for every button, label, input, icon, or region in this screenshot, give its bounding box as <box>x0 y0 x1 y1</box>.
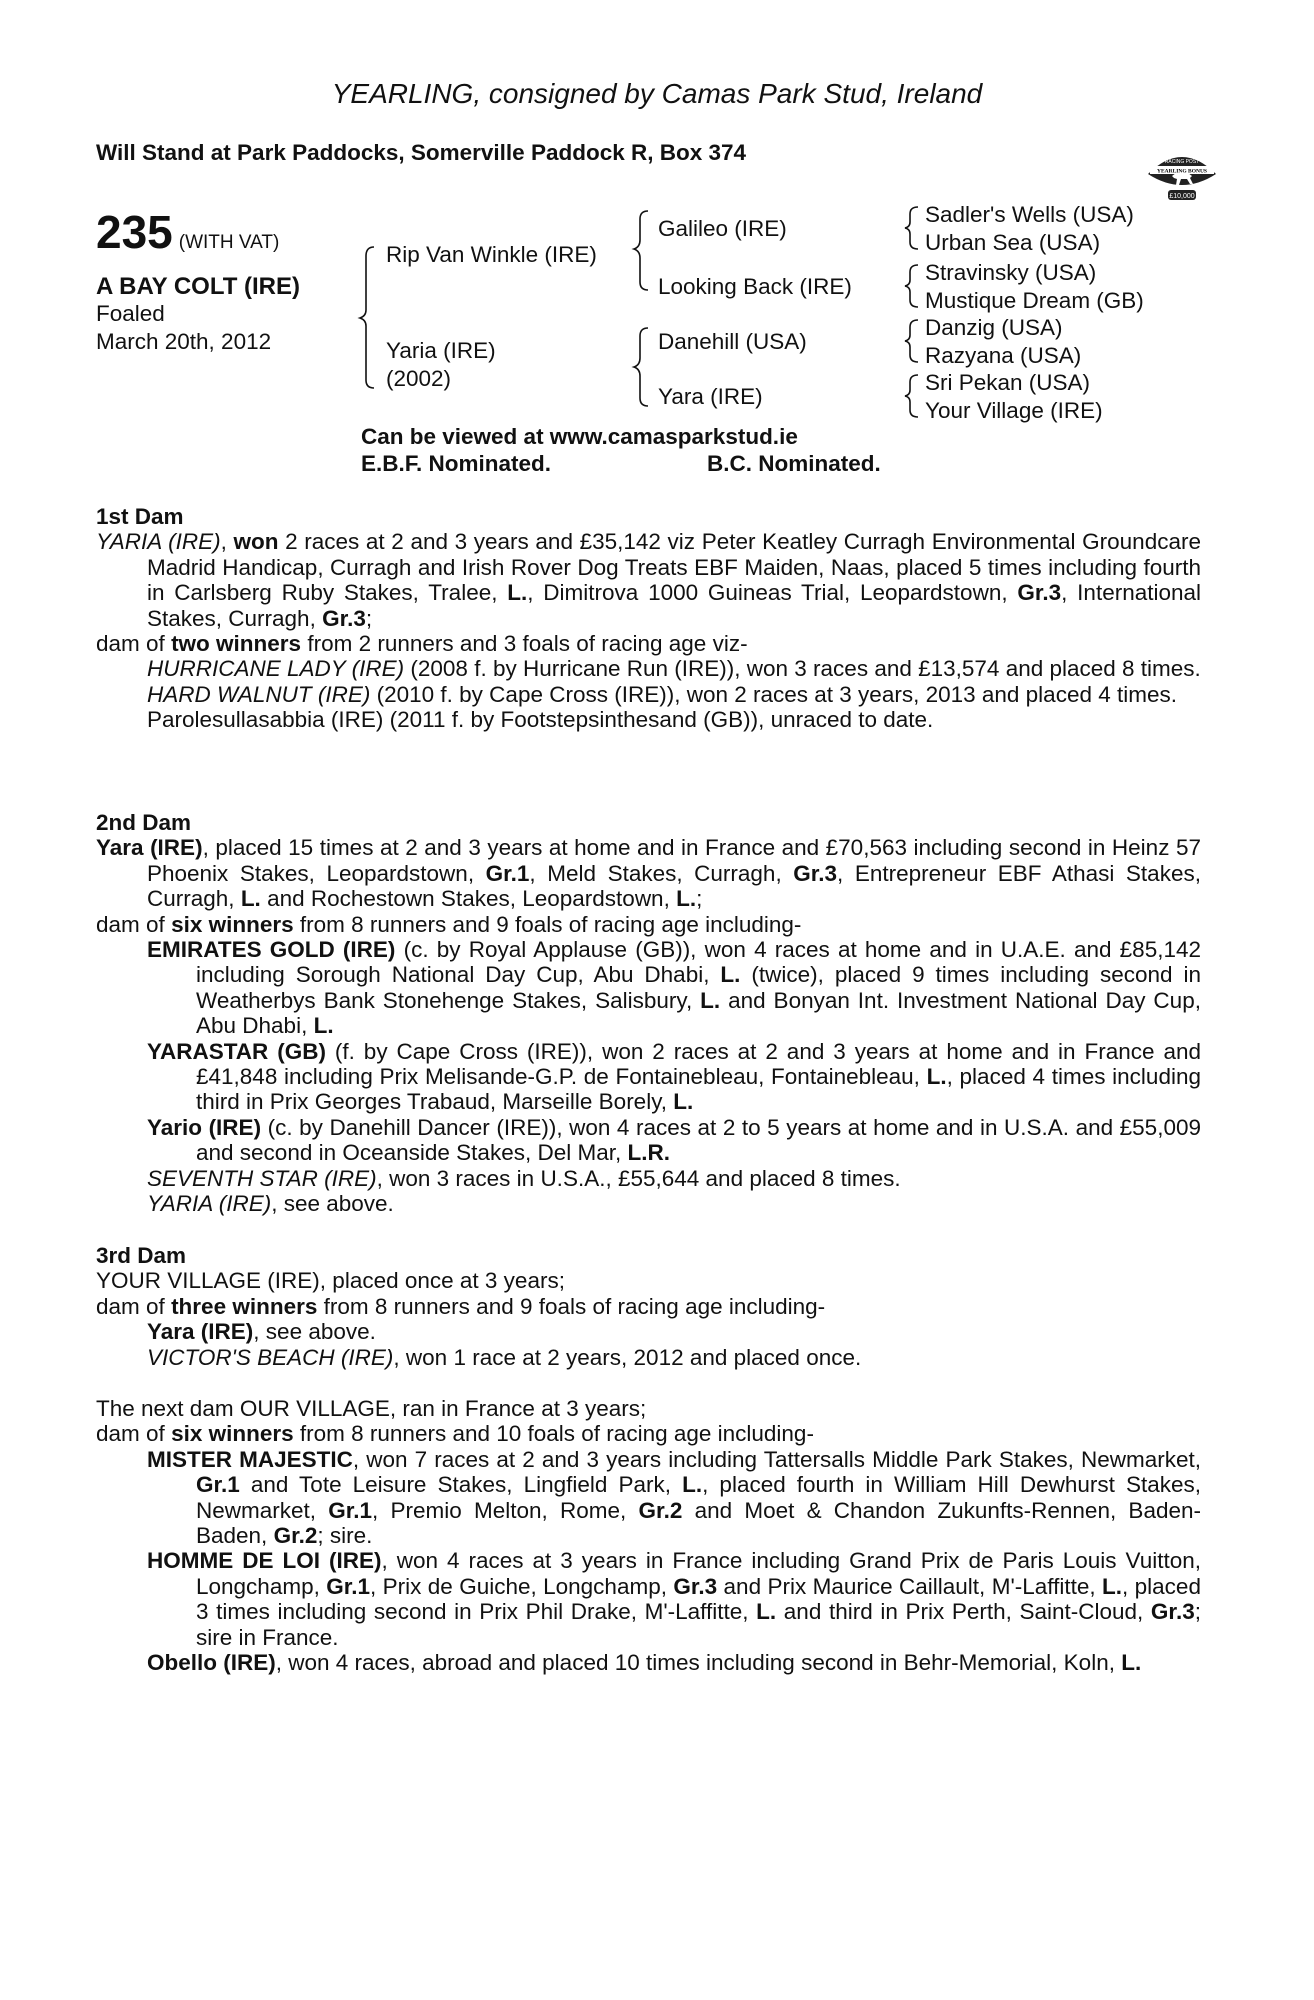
badge-top-text: RACING POST <box>1164 159 1200 165</box>
produce-item <box>96 937 1201 1039</box>
produce-text: (c. by Danehill Dancer (IRE)), won 4 races at 2 to 5 years at home and in U.S.A. and £55,009 and second in Oceanside Stakes, Del Mar, <box>196 1114 1201 1166</box>
pedigree-g4-1: Sadler's Wells (USA) <box>925 202 1134 227</box>
group-mark: Gr.3 <box>1017 580 1062 606</box>
produce-text: ; sire. <box>317 1523 373 1549</box>
second-dam-text: ; <box>696 886 703 912</box>
group-mark: Gr.3 <box>322 605 366 631</box>
produce-item <box>96 707 1201 732</box>
second-dam-text: , Meld Stakes, Curragh, <box>529 860 782 886</box>
produce-name: Yara (IRE) <box>147 1319 254 1345</box>
ebf-nominated: E.B.F. Nominated. <box>361 451 552 476</box>
runners-text: from 8 runners and 9 foals of racing age including- <box>299 911 802 937</box>
first-dam-produce-summary <box>96 631 1201 656</box>
first-dam-section <box>96 504 1201 733</box>
group-mark: Gr.3 <box>673 1573 718 1599</box>
produce-text: , see above. <box>253 1319 376 1345</box>
produce-text: (c. by Royal Applause (GB)), won 4 races at home and in U.A.E. and £85,142 including Sorough National Day Cup, Abu Dhabi, <box>196 937 1201 988</box>
listed-mark: L. <box>1102 1573 1123 1599</box>
produce-text: and Bonyan Int. Investment National Day Cup, Abu Dhabi, <box>196 987 1201 1039</box>
group-mark: Gr.1 <box>196 1472 240 1498</box>
pedigree-g4-7: Sri Pekan (USA) <box>925 370 1091 395</box>
pedigree-dam: Yaria (IRE) <box>386 338 496 363</box>
group-mark: Gr.3 <box>1150 1599 1195 1625</box>
runners-text: from 8 runners and 10 foals of racing age including- <box>299 1421 814 1447</box>
produce-name: Parolesullasabbia (IRE) <box>147 707 384 733</box>
pedigree-dam-year: (2002) <box>386 366 452 391</box>
produce-name: Yario (IRE) <box>147 1114 262 1140</box>
badge-mid-text: YEARLING BONUS <box>1157 168 1207 175</box>
produce-text: , Premio Melton, Rome, <box>372 1497 627 1523</box>
second-dam-produce-summary <box>96 912 1201 937</box>
produce-text: ; sire in France. <box>196 1599 1201 1650</box>
pedigree-g4-8: Your Village (IRE) <box>925 398 1103 423</box>
second-dam-record <box>96 835 1201 911</box>
third-dam-section <box>96 1243 1201 1370</box>
runners-text: from 8 runners and 9 foals of racing age including- <box>323 1293 826 1319</box>
group-mark: Gr.2 <box>273 1523 318 1549</box>
produce-name: Obello (IRE) <box>147 1650 276 1676</box>
pedigree-g4-4: Mustique Dream (GB) <box>925 288 1144 313</box>
first-dam-record: YARIA (IRE), won 2 races at 2 and 3 years and £35,142 viz Peter Keatley Curragh Environmental Groundcare Madrid Handicap, Curragh and Irish Rover Dog Treats EBF Maiden, Naas, placed 5 times including fourth in Carlsberg Ruby Stakes, Tralee, L., Dimitrova 1000 Guineas Trial, Leopardstown, Gr.3, International Stakes, Curragh, Gr.3; <box>96 529 1202 631</box>
badge-amount: £10,000 <box>1169 193 1195 200</box>
produce-name: MISTER MAJESTIC <box>147 1446 353 1472</box>
next-dam-produce-summary <box>96 1421 1201 1446</box>
dam-of-label: dam of <box>96 631 165 657</box>
produce-item <box>96 1166 1201 1191</box>
dam-of-label: dam of <box>96 1421 165 1447</box>
pedigree-dam-dam: Yara (IRE) <box>658 384 763 409</box>
produce-name: YARASTAR (GB) <box>147 1038 326 1064</box>
second-dam-text: , placed 15 times at 2 and 3 years at home and in France and £70,563 including second in Heinz 57 Phoenix Stakes, Leopardstown, <box>147 835 1201 886</box>
produce-text: , won 1 race at 2 years, 2012 and placed once. <box>393 1344 862 1370</box>
page-title: YEARLING, consigned by Camas Park Stud, Ireland <box>331 78 983 109</box>
second-dam-section <box>96 810 1201 1217</box>
winners-count: six winners <box>171 911 294 937</box>
listed-mark: L. <box>926 1064 947 1090</box>
produce-text: and Tote Leisure Stakes, Lingfield Park, <box>250 1472 672 1498</box>
produce-name: HARD WALNUT (IRE) <box>147 681 371 707</box>
foaled-date: March 20th, 2012 <box>96 329 272 354</box>
won-label: won <box>233 529 279 555</box>
listed-mark: L.R. <box>627 1140 671 1166</box>
first-dam-text1: 2 races at 2 and 3 years and £35,142 viz Peter Keatley Curragh Environmental Groundcare Madrid Handicap, Curragh and Irish Rover Dog Treats EBF Maiden, Naas, placed 5 times including fourth in Carlsberg Ruby Stakes, Tralee, <box>147 529 1201 606</box>
produce-item <box>96 682 1201 707</box>
produce-text: (f. by Cape Cross (IRE)), won 2 races at 2 and 3 years at home and in France and £41,848 including Prix Melisande-G.P. de Fontainebleau, Fontainebleau, <box>196 1038 1201 1090</box>
pedigree-dam-sire: Danehill (USA) <box>658 329 807 354</box>
produce-text: and third in Prix Perth, Saint-Cloud, <box>783 1599 1144 1625</box>
produce-text: (2010 f. by Cape Cross (IRE)), won 2 races at 3 years, 2013 and placed 4 times. <box>376 681 1177 707</box>
group-mark: Gr.2 <box>638 1497 683 1523</box>
vat-note: (WITH VAT) <box>178 232 280 253</box>
produce-text: , see above. <box>271 1191 394 1217</box>
listed-mark: L. <box>682 1472 703 1498</box>
pedigree-g4-2: Urban Sea (USA) <box>925 230 1101 255</box>
produce-item <box>96 1650 1201 1675</box>
runners-text: from 2 runners and 3 foals of racing age viz- <box>307 631 748 657</box>
group-mark: Gr.1 <box>326 1573 371 1599</box>
next-dam-section <box>96 1396 1201 1675</box>
produce-text: and Moet & Chandon Zukunfts-Rennen, Baden-Baden, <box>196 1497 1201 1549</box>
listed-mark: L. <box>700 987 721 1013</box>
first-dam-text3: , International Stakes, Curragh, <box>147 580 1202 631</box>
winners-count: six winners <box>171 1421 294 1447</box>
produce-item <box>96 1191 1201 1216</box>
produce-text: , won 7 races at 2 and 3 years including Tattersalls Middle Park Stakes, Newmarket, <box>352 1446 1201 1472</box>
first-dam-text4: ; <box>365 605 373 631</box>
group-mark: Gr.1 <box>485 860 530 886</box>
third-dam-record: YOUR VILLAGE (IRE), placed once at 3 years; <box>96 1268 565 1294</box>
dam-of-label: dam of <box>96 1293 165 1319</box>
pedigree-sire-dam: Looking Back (IRE) <box>658 274 852 299</box>
first-dam-heading: 1st Dam <box>96 504 184 529</box>
produce-name: SEVENTH STAR (IRE) <box>147 1165 377 1191</box>
produce-name: EMIRATES GOLD (IRE) <box>147 937 396 963</box>
produce-item <box>96 1115 1201 1166</box>
third-dam-produce-summary <box>96 1294 1201 1319</box>
listed-mark: L. <box>313 1013 334 1039</box>
produce-text: (twice), placed 9 times including second in Weatherbys Bank Stonehenge Stakes, Salisbury, <box>196 962 1201 1013</box>
listed-mark: L. <box>507 580 528 606</box>
group-mark: Gr.1 <box>328 1497 373 1523</box>
first-dam-text2: , Dimitrova 1000 Guineas Trial, Leopardstown, <box>527 580 1008 606</box>
lot-description: A BAY COLT (IRE) <box>96 273 301 300</box>
listed-mark: L. <box>756 1599 777 1625</box>
produce-item <box>96 1039 1201 1115</box>
viewing-note: Can be viewed at www.camasparkstud.ie <box>361 424 798 449</box>
lot-number: 235 <box>96 206 173 258</box>
produce-name: YARIA (IRE) <box>147 1191 272 1217</box>
group-mark: Gr.3 <box>793 860 838 886</box>
listed-mark: L. <box>676 886 697 912</box>
produce-text: , won 4 races at 3 years in France including Grand Prix de Paris Louis Vuitton, Longchamp, <box>196 1548 1201 1599</box>
next-dam-record: The next dam OUR VILLAGE, ran in France at 3 years; <box>96 1396 647 1421</box>
second-dam-name: Yara (IRE) <box>96 835 203 861</box>
second-dam-text: and Rochestown Stakes, Leopardstown, <box>267 886 670 912</box>
pedigree-g4-5: Danzig (USA) <box>925 315 1063 340</box>
produce-text: , placed fourth in William Hill Dewhurst Stakes, Newmarket, <box>196 1472 1201 1523</box>
bc-nominated: B.C. Nominated. <box>707 451 881 476</box>
produce-text: , won 4 races, abroad and placed 10 times including second in Behr-Memorial, Koln, <box>275 1650 1115 1676</box>
second-dam-heading: 2nd Dam <box>96 810 192 835</box>
produce-text: (2008 f. by Hurricane Run (IRE)), won 3 races and £13,574 and placed 8 times. <box>410 656 1201 682</box>
produce-text: , won 3 races in U.S.A., £55,644 and placed 8 times. <box>376 1165 901 1191</box>
produce-text: , Prix de Guiche, Longchamp, <box>370 1573 667 1599</box>
third-dam-heading: 3rd Dam <box>96 1243 187 1268</box>
foaled-label: Foaled <box>96 301 165 326</box>
winners-count: two winners <box>171 631 302 657</box>
listed-mark: L. <box>240 886 261 912</box>
produce-item <box>96 1319 1201 1344</box>
pedigree-sire-sire: Galileo (IRE) <box>658 216 787 241</box>
dam-of-label: dam of <box>96 911 165 937</box>
produce-text: , placed 3 times including second in Prix Phil Drake, M'-Laffitte, <box>196 1573 1201 1625</box>
produce-item <box>96 1548 1201 1650</box>
produce-name: VICTOR'S BEACH (IRE) <box>147 1344 394 1370</box>
produce-name: HOMME DE LOI (IRE) <box>147 1548 382 1574</box>
listed-mark: L. <box>673 1089 694 1115</box>
produce-name: HURRICANE LADY (IRE) <box>147 656 405 682</box>
produce-item <box>96 1447 1201 1549</box>
second-dam-text: , Entrepreneur EBF Athasi Stakes, Curragh, <box>147 860 1201 912</box>
produce-text: and Prix Maurice Caillault, M'-Laffitte, <box>723 1573 1096 1599</box>
produce-text: (2011 f. by Footstepsinthesand (GB)), unraced to date. <box>389 707 934 733</box>
pedigree-g4-6: Razyana (USA) <box>925 343 1082 368</box>
winners-count: three winners <box>171 1293 318 1319</box>
listed-mark: L. <box>720 962 741 988</box>
produce-text: , placed 4 times including third in Prix Georges Trabaud, Marseille Borely, <box>196 1064 1201 1115</box>
first-dam-name: YARIA (IRE) <box>96 529 221 555</box>
pedigree-sire: Rip Van Winkle (IRE) <box>386 242 597 267</box>
listed-mark: L. <box>1121 1650 1142 1676</box>
produce-item <box>96 656 1201 681</box>
produce-item <box>96 1345 1201 1370</box>
pedigree-g4-3: Stravinsky (USA) <box>925 260 1097 285</box>
stand-location: Will Stand at Park Paddocks, Somerville Paddock R, Box 374 <box>96 140 747 165</box>
